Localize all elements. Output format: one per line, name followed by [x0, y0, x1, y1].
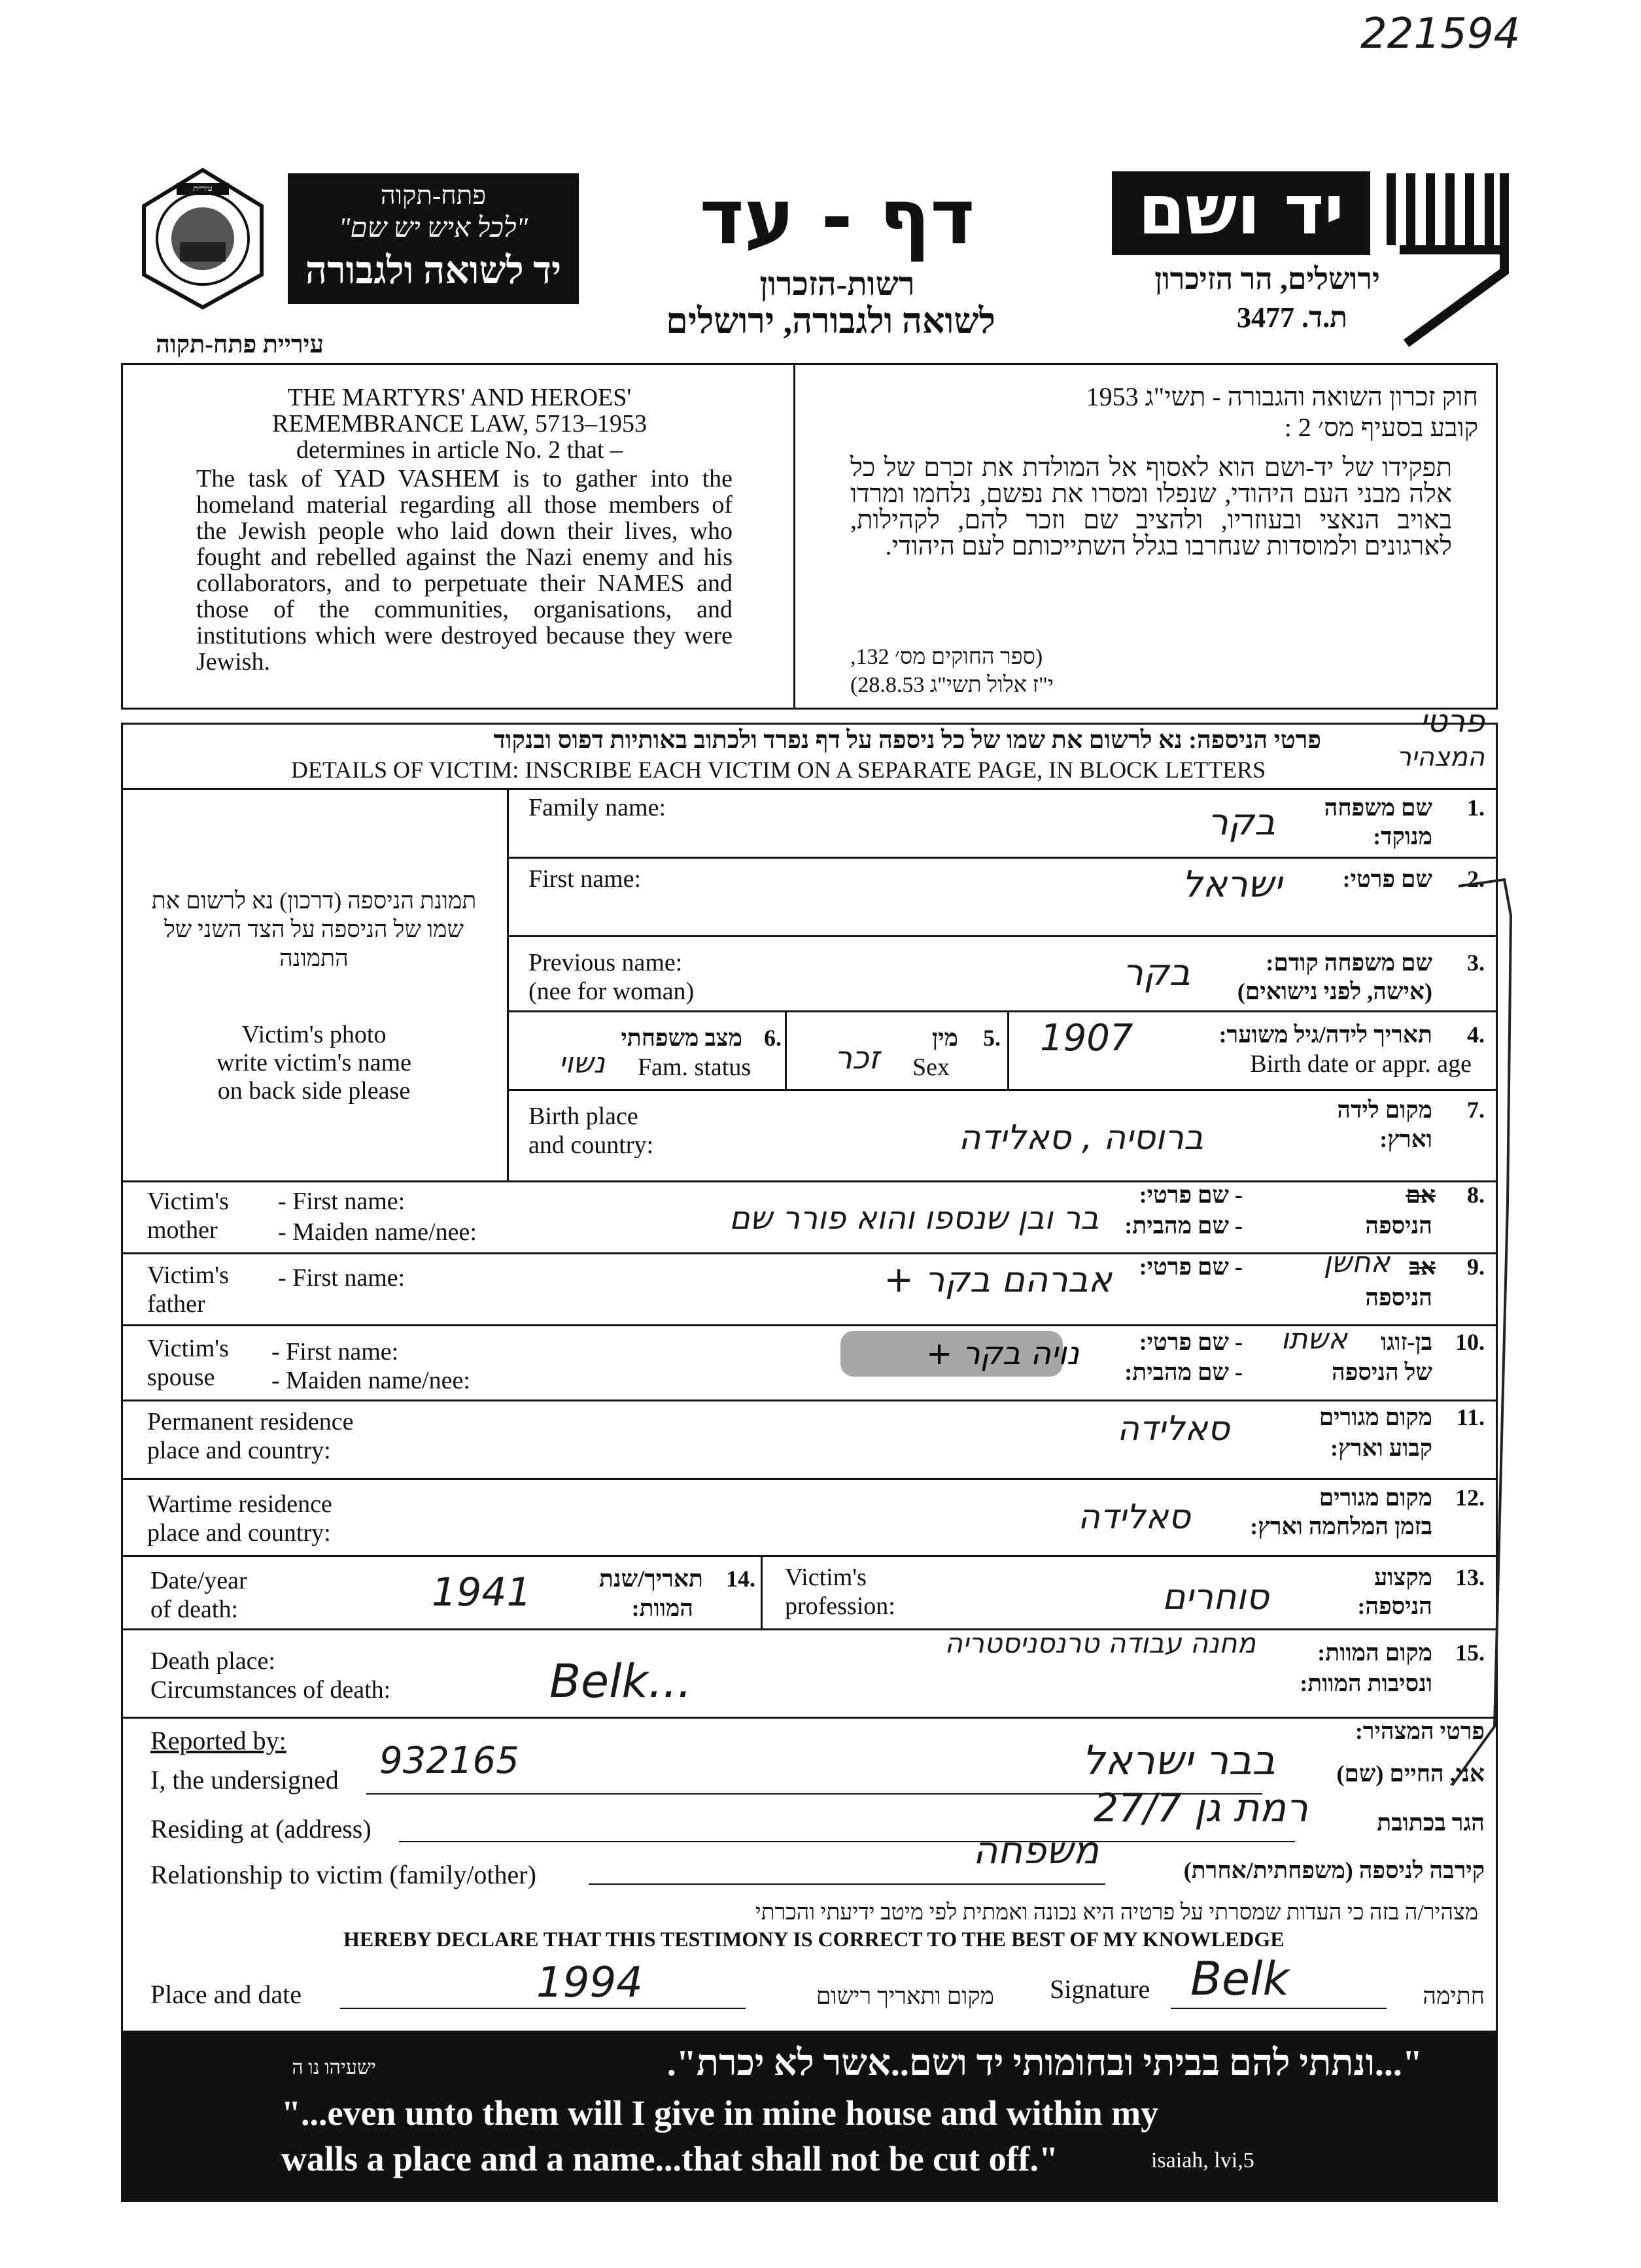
- spouse-sub2: - Maiden name/nee:: [271, 1367, 470, 1394]
- mother-en2: mother: [147, 1216, 218, 1244]
- birth-date-en: Birth date or appr. age: [1250, 1050, 1472, 1078]
- death-place-en1: Death place:: [150, 1647, 275, 1675]
- profession-value[interactable]: סוחרים: [1162, 1576, 1269, 1617]
- spouse-en2: spouse: [147, 1364, 215, 1391]
- place-date-en: Place and date: [150, 1980, 302, 2009]
- law-en-title3: determines in article No. 2 that –: [296, 436, 623, 464]
- address-en: Residing at (address): [150, 1814, 371, 1844]
- death-date-value[interactable]: 1941: [432, 1570, 532, 1615]
- spouse-he2: של הניספה: [1332, 1359, 1432, 1385]
- death-place-he2: ונסיבות המוות:: [1300, 1670, 1432, 1696]
- relation-value[interactable]: משפחה: [973, 1828, 1099, 1872]
- death-place-value2[interactable]: Belk...: [549, 1655, 692, 1708]
- reporter-id-value[interactable]: 932165: [379, 1740, 519, 1782]
- fam-status-value[interactable]: נשוי: [559, 1046, 605, 1080]
- place-date-he: מקום ותאריך רישום: [816, 1983, 994, 2009]
- reporter-title-en: Reported by:: [150, 1726, 286, 1755]
- spouse-he1: בן-זוגו: [1381, 1329, 1432, 1355]
- permanent-residence-en1: Permanent residence: [147, 1408, 354, 1435]
- photo-en3: on back side please: [217, 1077, 411, 1105]
- photo-en2: write victim's name: [216, 1049, 412, 1076]
- birth-date-value[interactable]: 1907: [1040, 1017, 1133, 1059]
- spouse-he-sub2: - שם מהבית:: [1124, 1359, 1243, 1385]
- margin-bracket-mark: [1439, 876, 1517, 1792]
- mother-he-sub2: - שם מהבית:: [1124, 1212, 1243, 1239]
- authority-line1: רשות-הזכרון: [759, 266, 915, 302]
- family-name-he2: מנוקד:: [1373, 823, 1432, 850]
- death-place-he1: מקום המוות:: [1317, 1640, 1432, 1666]
- profession-he1: מקצוע: [1373, 1564, 1432, 1590]
- family-name-he1: שם משפחה: [1324, 795, 1432, 821]
- spouse-num: .10: [1455, 1329, 1485, 1355]
- footer-banner: [121, 2031, 1498, 2202]
- first-name-label: First name:: [528, 865, 642, 893]
- footer-en-line2: walls a place and a name...that shall not be cut off.": [281, 2139, 1059, 2178]
- spouse-he-hw: אשתו: [1281, 1322, 1347, 1356]
- relation-he: קירבה לניספה (משפחתית/אחרת): [1183, 1857, 1485, 1883]
- permanent-residence-he2: קבוע וארץ:: [1330, 1435, 1432, 1461]
- signature-en: Signature: [1050, 1974, 1150, 2004]
- photo-he: תמונת הניספה (דרכון) נא לרשום את שמו של הניספה על הצד השני של התמונה: [151, 887, 477, 971]
- wartime-residence-he1: מקום מגורים: [1319, 1485, 1432, 1511]
- spouse-en1: Victim's: [147, 1335, 229, 1362]
- profession-num: .13: [1455, 1564, 1485, 1590]
- address-he: הגר בכתובת: [1377, 1810, 1485, 1836]
- father-he1: הניספה: [1365, 1284, 1432, 1311]
- spouse-sub1: - First name:: [271, 1338, 399, 1366]
- law-he-body: תפקידו של יד-ושם הוא לאסוף אל המולדת את זכרם של כל אלה מבני העם היהודי, שנפלו ומסרו את נפשם, נלחמו ומרדו באויב הנאצי ובעוזריו, ולהציב שם וזכר להם, לקהילות, לארגונים ולמוסדות שנחרבו בגלל השתייכותם לעם היהודי.: [850, 453, 1452, 560]
- birth-place-num: .7: [1467, 1097, 1485, 1123]
- law-he-title2: קובע בסעיף מס׳ 2 :: [1284, 413, 1478, 442]
- first-name-he1: שם פרטי:: [1342, 866, 1432, 892]
- permanent-residence-he1: מקום מגורים: [1319, 1404, 1432, 1430]
- birth-place-he2: וארץ:: [1379, 1126, 1432, 1152]
- mother-sub2: - Maiden name/nee:: [278, 1218, 477, 1246]
- profession-he2: הניספה:: [1357, 1593, 1432, 1619]
- spouse-value[interactable]: נויה בקר +: [925, 1335, 1079, 1372]
- father-sub1: - First name:: [278, 1264, 406, 1292]
- father-num: .9: [1467, 1254, 1485, 1280]
- city-seal: [137, 167, 268, 311]
- family-name-value[interactable]: בקר: [1207, 801, 1275, 844]
- sex-value[interactable]: זכר: [834, 1040, 880, 1076]
- previous-name-he1: שם משפחה קודם:: [1266, 950, 1432, 976]
- sex-num: .5: [983, 1025, 1001, 1051]
- menorah-icon: [1380, 167, 1511, 350]
- yad-vashem-logo-box: [1112, 171, 1370, 255]
- address-line2: ת.ד. 3477: [1237, 301, 1347, 334]
- father-en2: father: [147, 1290, 205, 1318]
- birth-date-he: תאריך לידה/גיל משוער:: [1218, 1022, 1432, 1048]
- previous-name-num: .3: [1467, 950, 1485, 976]
- reporter-name-value[interactable]: בבר ישראל: [1082, 1736, 1275, 1784]
- footer-en-ref: isaiah, lvi,5: [1151, 2148, 1254, 2173]
- death-place-num: .15: [1455, 1640, 1485, 1666]
- reporter-title-he: פרטי המצהיר:: [1355, 1718, 1485, 1744]
- margin-note1: פרטי: [1420, 703, 1485, 740]
- father-he-hw: אחשן: [1323, 1246, 1390, 1279]
- first-name-value[interactable]: ישראל: [1181, 863, 1282, 906]
- death-date-he1: תאריך/שנת: [598, 1566, 703, 1592]
- signature-he: חתימה: [1423, 1983, 1485, 2009]
- mother-en1: Victim's: [147, 1188, 229, 1215]
- form-title: דף - עד: [699, 173, 975, 262]
- wartime-residence-he2: בזמן המלחמה וארץ:: [1250, 1513, 1432, 1539]
- footer-en-line1: "...even unto them will I give in mine house and within my: [281, 2093, 1159, 2133]
- badge-line2: "לכל איש יש שם": [338, 213, 528, 243]
- fam-status-num: .6: [764, 1025, 782, 1051]
- address-line1: ירושלים, הר הזיכרון: [1154, 262, 1380, 296]
- badge-line1: פתח-תקוה: [380, 180, 487, 210]
- mother-sub1: - First name:: [278, 1188, 406, 1215]
- mother-value[interactable]: בר ובן שנספו והוא פורר שם: [729, 1200, 1099, 1237]
- undersigned-he: אני, החיים (שם): [1336, 1761, 1485, 1787]
- death-date-en2: of death:: [150, 1596, 239, 1623]
- birth-date-num: .4: [1467, 1022, 1485, 1048]
- signature-value[interactable]: Belk: [1190, 1952, 1290, 2006]
- father-he-sub1: - שם פרטי:: [1139, 1254, 1243, 1280]
- authority-line2: לשואה ולגבורה, ירושלים: [666, 301, 995, 341]
- declare-en: HEREBY DECLARE THAT THIS TESTIMONY IS CORRECT TO THE BEST OF MY KNOWLEDGE: [343, 1927, 1285, 1951]
- details-header-en: DETAILS OF VICTIM: INSCRIBE EACH VICTIM ON A SEPARATE PAGE, IN BLOCK LETTERS: [290, 757, 1266, 783]
- birth-place-label2: and country:: [528, 1131, 654, 1159]
- birth-place-he1: מקום לידה: [1337, 1097, 1432, 1123]
- city-badge: [288, 173, 579, 304]
- law-en-body: The task of YAD VASHEM is to gather into the homeland material regarding all those members of the Jewish people who laid down their lives, who fought and rebelled against the Nazi enemy and his collaborators, and to perpetuate their NAMES and those of the communities, organisations, and institutions which were destroyed because they were Jewish.: [196, 465, 733, 676]
- spouse-he-sub1: - שם פרטי:: [1139, 1329, 1243, 1355]
- fam-status-he: מצב משפחתי: [621, 1025, 742, 1051]
- mother-he1: הניספה: [1365, 1212, 1432, 1239]
- law-he-source2: י"ז אלול תשי"ג 28.8.53): [850, 673, 1054, 697]
- sex-en: Sex: [912, 1054, 950, 1081]
- birth-place-value[interactable]: ברוסיה , סאלידה: [958, 1118, 1203, 1158]
- details-header-he: פרטי הניספה: נא לרשום את שמו של כל ניספה על דף נפרד ולכתוב באותיות דפוס ובנקוד: [493, 727, 1321, 754]
- relation-en: Relationship to victim (family/other): [150, 1860, 536, 1889]
- permanent-residence-en2: place and country:: [147, 1437, 331, 1464]
- city-caption: עיריית פתח-תקוה: [156, 331, 324, 358]
- mother-he-sub1: - שם פרטי:: [1139, 1182, 1243, 1208]
- address-value[interactable]: רמת גן 27/7: [1093, 1785, 1308, 1831]
- footer-he-quote: "...ונתתי להם בביתי ובחומותי יד ושם..אשר לא יכרת".: [666, 2043, 1423, 2084]
- mother-num: .8: [1467, 1182, 1485, 1208]
- law-en-title1: THE MARTYRS' AND HEROES': [287, 384, 632, 411]
- father-he-struck: אב: [1409, 1254, 1436, 1280]
- badge-line3: יד לשואה ולגבורה: [305, 249, 562, 292]
- logo-text: יד ושם: [1138, 170, 1344, 250]
- mother-he-struck: אם: [1406, 1182, 1436, 1208]
- birth-place-label1: Birth place: [528, 1103, 638, 1130]
- fam-status-en: Fam. status: [638, 1054, 751, 1081]
- previous-name-label1: Previous name:: [528, 949, 683, 976]
- sex-he: מין: [932, 1025, 958, 1051]
- place-date-value[interactable]: 1994: [536, 1959, 643, 2007]
- undersigned-en: I, the undersigned: [150, 1765, 339, 1795]
- archive-number: 221594: [1360, 10, 1521, 58]
- death-place-value1[interactable]: מחנה עבודה טרנסניסטריה: [944, 1627, 1256, 1659]
- law-he-source1: (ספר החוקים מס׳ 132,: [850, 645, 1043, 669]
- father-value[interactable]: אברהם בקר +: [884, 1259, 1112, 1300]
- death-date-he2: המוות:: [631, 1595, 693, 1621]
- footer-he-ref: ישעיהו נו ה: [292, 2057, 376, 2078]
- family-name-label: Family name:: [528, 794, 666, 821]
- profession-en2: profession:: [785, 1592, 895, 1620]
- family-name-num: .1: [1467, 795, 1485, 821]
- wartime-residence-en1: Wartime residence: [147, 1490, 332, 1518]
- law-he-title1: חוק זכרון השואה והגבורה - תשי"ג 1953: [1086, 382, 1478, 411]
- declare-he: מצהיר/ה בזה כי העדות שמסרתי על פרטיה היא נכונה ואמתית לפי מיטב ידיעתי והכרתי: [755, 1900, 1478, 1925]
- previous-name-he2: (אישה, לפני נישואים): [1237, 978, 1432, 1005]
- wartime-residence-num: .12: [1455, 1485, 1485, 1511]
- father-en1: Victim's: [147, 1262, 229, 1289]
- death-date-en1: Date/year: [150, 1567, 247, 1594]
- wartime-residence-value[interactable]: סאלידה: [1077, 1498, 1190, 1537]
- permanent-residence-value[interactable]: סאלידה: [1116, 1409, 1230, 1449]
- previous-name-label2: (nee for woman): [528, 978, 695, 1005]
- first-name-num: .2: [1467, 866, 1485, 892]
- wartime-residence-en2: place and country:: [147, 1519, 331, 1547]
- previous-name-value[interactable]: בקר: [1122, 952, 1190, 994]
- profession-en1: Victim's: [785, 1564, 867, 1591]
- permanent-residence-num: .11: [1456, 1404, 1485, 1430]
- photo-en1: Victim's photo: [241, 1021, 387, 1048]
- law-en-title2: REMEMBRANCE LAW, 5713–1953: [272, 410, 647, 438]
- death-place-en2: Circumstances of death:: [150, 1676, 391, 1704]
- seal-text: עיריית פתח-תקוה: [186, 184, 219, 203]
- margin-note2: המצהיר: [1396, 742, 1485, 772]
- death-date-num: .14: [726, 1566, 755, 1592]
